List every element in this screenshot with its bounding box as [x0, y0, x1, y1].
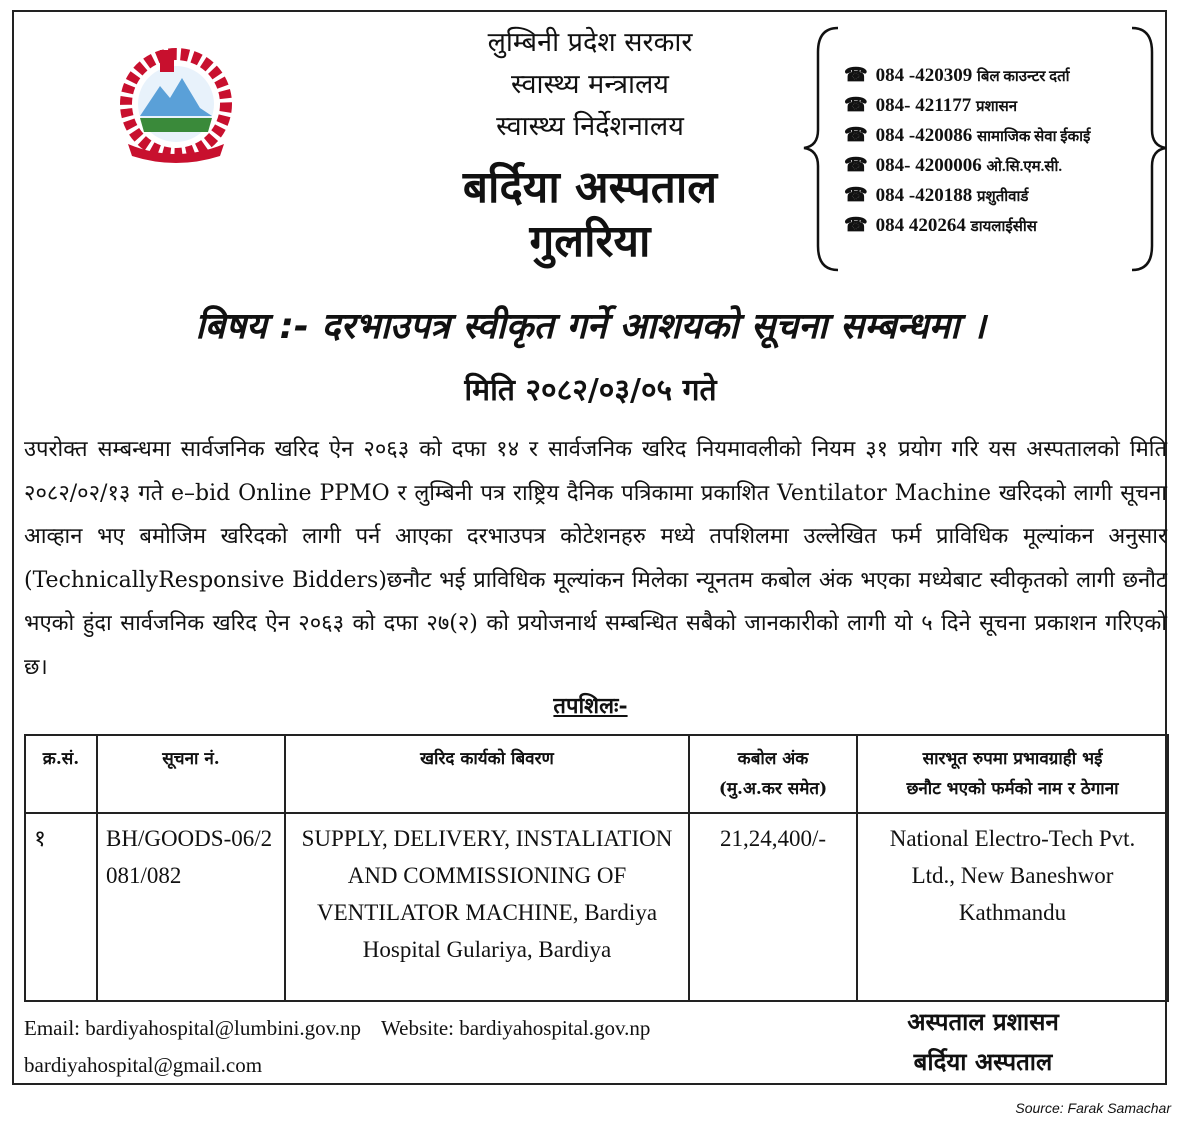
province-government: लुम्बिनी प्रदेश सरकार — [487, 27, 693, 58]
cell-firm: National Electro-Tech Pvt. Ltd., New Baneshwor Kathmandu — [857, 813, 1168, 1001]
phone-icon: ☎ — [844, 155, 868, 176]
directorate-name: स्वास्थ्य निर्देशनालय — [496, 111, 684, 142]
footer-contact — [24, 1010, 650, 1084]
col-amount: कबोल अंक (मु.अ.कर समेत) — [689, 735, 857, 813]
col-firm: सारभूत रुपमा प्रभावग्राही भई छनौट भएको फर्मको नाम र ठेगाना — [857, 735, 1168, 813]
source-credit: Source: Farak Samachar — [1015, 1100, 1171, 1116]
col-description: खरिद कार्यको बिवरण — [285, 735, 689, 813]
email-secondary: bardiyahospital@gmail.com — [24, 1053, 263, 1077]
contact-row: ☎ 084- 421177 प्रशासन — [844, 95, 1018, 116]
signature-block — [868, 1002, 1098, 1082]
hospital-name: बर्दिया अस्पताल — [462, 162, 718, 213]
col-sn: क्र.सं. — [25, 735, 97, 813]
contact-row: ☎ 084 420264 डायलाईसीस — [844, 215, 1037, 236]
ministry-name: स्वास्थ्य मन्त्रालय — [511, 69, 669, 100]
nepal-emblem-icon — [108, 48, 244, 166]
contact-list — [798, 22, 1178, 274]
notice-body: उपरोक्त सम्बन्धमा सार्वजनिक खरिद ऐन २०६३ को दफा १४ र सार्वजनिक खरिद नियमावलीको नियम ३१ प्रयोग गरि यस अस्पतालको मिति २०८२/०२/१३ गते e–bid Online PPMO र लुम्बिनी पत्र राष्ट्रिय दैनिक पत्रिकामा प्रकाशित Ventilator Machine खरिदको लागी सूचना आव्हान भए बमोजिम खरिदको लागी पर्न आएका दरभाउपत्र कोटेशनहरु मध्ये तपशिलमा उल्लेखित फर्म प्राविधिक मूल्यांकन अनुसार (TechnicallyResponsive Bidders)छनौट भई प्राविधिक मूल्यांकन मिलेका न्यूनतम कबोल अंक भएका मध्येबाट स्वीकृतको लागी छनौट भएको हुंदा सार्वजनिक खरिद ऐन २०६३ को दफा २७(२) को प्रयोजनार्थ सम्बन्धित सबैको जानकारीको लागी यो ५ दिने सूचना प्रकाशन गरिएको छ। — [24, 437, 1167, 680]
contact-row: ☎ 084 -420309 बिल काउन्टर दर्ता — [844, 65, 1070, 86]
phone-icon: ☎ — [844, 185, 868, 206]
table-header-row — [25, 735, 1168, 813]
signature-office: अस्पताल प्रशासन — [907, 1007, 1059, 1036]
cell-notice-no: BH/GOODS-06/2081/082 — [97, 813, 285, 1001]
bid-schedule-table — [24, 734, 1169, 1002]
phone-icon: ☎ — [844, 65, 868, 86]
website-text: Website: bardiyahospital.gov.np — [381, 1016, 651, 1040]
office-header — [380, 22, 800, 270]
contact-row: ☎ 084 -420086 सामाजिक सेवा ईकाई — [844, 125, 1091, 146]
contact-row: ☎ 084- 4200006 ओ.सि.एम.सी. — [844, 155, 1063, 176]
col-notice-no: सूचना नं. — [97, 735, 285, 813]
email-text: Email: bardiyahospital@lumbini.gov.np — [24, 1016, 362, 1040]
cell-sn: १ — [25, 813, 97, 1001]
signature-hospital: बर्दिया अस्पताल — [913, 1047, 1053, 1076]
phone-icon: ☎ — [844, 95, 868, 116]
phone-icon: ☎ — [844, 215, 868, 236]
hospital-place: गुलरिया — [529, 216, 651, 267]
schedule-label: तपशिलः- — [553, 693, 628, 719]
cell-amount: 21,24,400/- — [689, 813, 857, 1001]
notice-subject: बिषय :- दरभाउपत्र स्वीकृत गर्ने आशयको सूचना सम्बन्धमा । — [195, 306, 986, 347]
notice-date: मिति २०८२/०३/०५ गते — [464, 373, 717, 408]
cell-description: SUPPLY, DELIVERY, INSTALIATION AND COMMISSIONING OF VENTILATOR MACHINE, Bardiya Hospital Gulariya, Bardiya — [285, 813, 689, 1001]
table-row — [25, 813, 1168, 1001]
phone-icon: ☎ — [844, 125, 868, 146]
contact-row: ☎ 084 -420188 प्रशुतीवार्ड — [844, 185, 1029, 206]
